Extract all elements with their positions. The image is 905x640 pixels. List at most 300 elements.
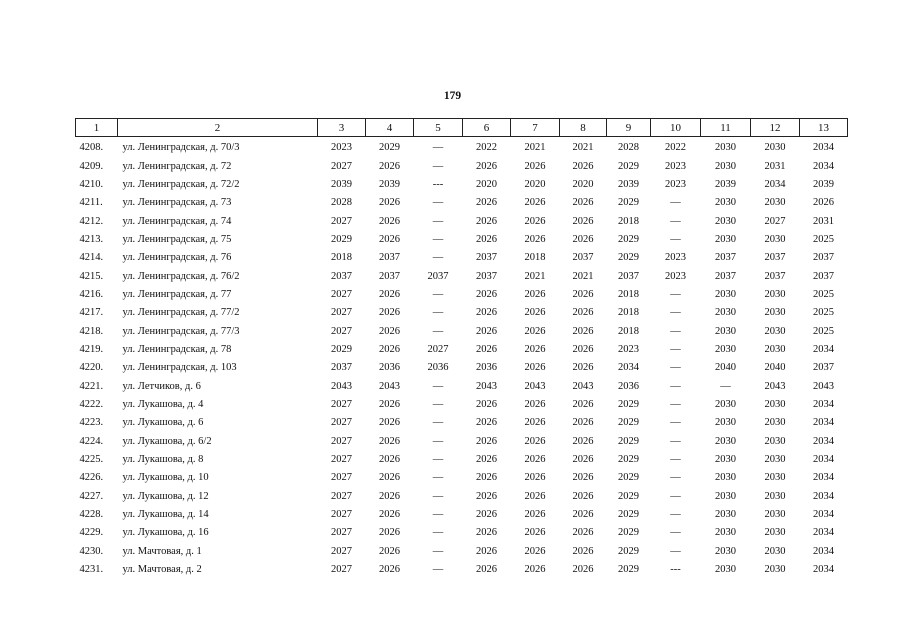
column-header: 2 (118, 119, 318, 137)
year-cell: 2026 (476, 343, 497, 355)
year-cell: 2026 (524, 307, 546, 319)
year-cell: — (670, 417, 681, 429)
table-row (76, 488, 848, 506)
year-cell: 2034 (813, 472, 834, 484)
year-cell: 2026 (476, 435, 497, 447)
row-number: 4210. (79, 178, 104, 190)
address-cell: ул. Ленинградская, д. 72 (122, 160, 232, 172)
year-cell: 2037 (618, 270, 639, 282)
year-cell: 2030 (764, 527, 786, 539)
table-row (76, 249, 848, 267)
year-cell: 2027 (331, 472, 352, 484)
year-cell: 2026 (476, 454, 497, 466)
year-cell: 2026 (524, 288, 546, 300)
year-cell: 2026 (524, 233, 546, 245)
year-cell: 2026 (379, 472, 400, 484)
year-cell: 2034 (813, 160, 834, 172)
year-cell: 2029 (618, 233, 639, 245)
year-cell: 2021 (524, 270, 546, 282)
year-cell: 2037 (427, 270, 449, 282)
year-cell: 2026 (379, 160, 400, 172)
year-cell: — (432, 527, 444, 539)
year-cell: 2026 (572, 233, 594, 245)
table-row (76, 561, 848, 579)
year-cell: 2026 (476, 160, 497, 172)
year-cell: 2026 (524, 215, 546, 227)
year-cell: 2027 (331, 490, 352, 502)
year-cell: 2034 (813, 343, 834, 355)
year-cell: 2026 (572, 564, 594, 576)
year-cell: 2027 (331, 527, 352, 539)
address-cell: ул. Лукашова, д. 14 (122, 509, 209, 521)
address-cell: ул. Ленинградская, д. 72/2 (122, 178, 240, 190)
table-row (76, 341, 848, 359)
table-row (76, 231, 848, 249)
column-header: 10 (651, 119, 701, 137)
year-cell: — (432, 288, 444, 300)
year-cell: 2037 (379, 270, 400, 282)
year-cell: 2030 (715, 142, 736, 154)
row-number: 4220. (79, 362, 104, 374)
year-cell: 2030 (715, 545, 736, 557)
column-header: 9 (607, 119, 651, 137)
year-cell: 2030 (715, 398, 736, 410)
year-cell: — (432, 417, 444, 429)
year-cell: 2037 (715, 270, 736, 282)
year-cell: 2026 (572, 472, 594, 484)
address-cell: ул. Ленинградская, д. 73 (122, 197, 232, 209)
year-cell: 2030 (715, 454, 736, 466)
table-row (76, 286, 848, 304)
year-cell: 2027 (331, 509, 352, 521)
year-cell: 2034 (813, 545, 834, 557)
year-cell: 2030 (715, 417, 736, 429)
year-cell: — (432, 398, 444, 410)
year-cell: 2025 (813, 233, 834, 245)
address-cell: ул. Ленинградская, д. 78 (122, 343, 232, 355)
address-cell: ул. Лукашова, д. 6 (122, 417, 204, 429)
address-cell: ул. Лукашова, д. 6/2 (122, 435, 212, 447)
year-cell: 2026 (572, 325, 594, 337)
table-row (76, 469, 848, 487)
year-cell: 2037 (572, 252, 594, 264)
year-cell: 2030 (764, 564, 786, 576)
year-cell: 2043 (524, 380, 546, 392)
table-row (76, 267, 848, 285)
year-cell: 2030 (715, 288, 736, 300)
year-cell: 2029 (618, 490, 639, 502)
year-cell: 2026 (524, 325, 546, 337)
year-cell: 2027 (331, 454, 352, 466)
register-table (75, 118, 848, 579)
row-number: 4212. (79, 215, 104, 227)
year-cell: --- (432, 178, 444, 190)
row-number: 4219. (79, 343, 104, 355)
year-cell: — (432, 380, 444, 392)
year-cell: 2026 (524, 197, 546, 209)
year-cell: 2026 (476, 307, 497, 319)
row-number: 4208. (79, 142, 104, 154)
year-cell: 2030 (764, 509, 786, 521)
year-cell: 2030 (764, 454, 786, 466)
year-cell: 2026 (572, 307, 594, 319)
year-cell: 2030 (764, 343, 786, 355)
row-number: 4226. (79, 472, 104, 484)
year-cell: 2031 (813, 215, 834, 227)
year-cell: 2039 (813, 178, 834, 190)
year-cell: 2026 (476, 325, 497, 337)
address-cell: ул. Лукашова, д. 4 (122, 398, 204, 410)
table-row (76, 506, 848, 524)
year-cell: 2034 (764, 178, 786, 190)
year-cell: 2026 (476, 398, 497, 410)
year-cell: 2018 (331, 252, 352, 264)
year-cell: 2026 (476, 564, 497, 576)
row-number: 4228. (79, 509, 104, 521)
row-number: 4222. (79, 398, 104, 410)
year-cell: 2027 (764, 215, 786, 227)
year-cell: 2026 (524, 472, 546, 484)
year-cell: 2043 (572, 380, 594, 392)
year-cell: 2034 (813, 142, 834, 154)
year-cell: 2037 (764, 252, 786, 264)
address-cell: ул. Лукашова, д. 8 (122, 454, 204, 466)
year-cell: — (670, 288, 681, 300)
table-row (76, 359, 848, 377)
year-cell: 2027 (331, 215, 352, 227)
year-cell: — (432, 142, 444, 154)
year-cell: 2026 (379, 527, 400, 539)
row-number: 4216. (79, 288, 104, 300)
year-cell: 2026 (572, 454, 594, 466)
year-cell: 2026 (379, 454, 400, 466)
address-cell: ул. Лукашова, д. 12 (122, 490, 209, 502)
year-cell: 2029 (618, 417, 639, 429)
year-cell: 2030 (764, 233, 786, 245)
year-cell: — (670, 545, 681, 557)
year-cell: 2026 (524, 454, 546, 466)
table-row (76, 304, 848, 322)
year-cell: 2026 (524, 527, 546, 539)
year-cell: 2023 (665, 178, 686, 190)
year-cell: 2029 (379, 142, 400, 154)
year-cell: 2030 (764, 417, 786, 429)
year-cell: 2026 (379, 325, 400, 337)
year-cell: 2026 (572, 398, 594, 410)
year-cell: 2018 (618, 307, 639, 319)
year-cell: 2037 (331, 270, 352, 282)
table-row (76, 157, 848, 175)
year-cell: 2026 (476, 197, 497, 209)
year-cell: 2039 (618, 178, 639, 190)
year-cell: — (432, 545, 444, 557)
year-cell: 2029 (331, 343, 352, 355)
year-cell: 2026 (572, 343, 594, 355)
year-cell: 2030 (764, 472, 786, 484)
year-cell: 2026 (476, 288, 497, 300)
address-cell: ул. Летчиков, д. 6 (122, 380, 201, 392)
column-header: 4 (366, 119, 414, 137)
year-cell: 2030 (715, 215, 736, 227)
year-cell: 2030 (715, 233, 736, 245)
year-cell: 2031 (764, 160, 786, 172)
year-cell: 2026 (524, 398, 546, 410)
year-cell: 2029 (618, 435, 639, 447)
year-cell: 2026 (572, 215, 594, 227)
year-cell: 2034 (813, 454, 834, 466)
row-number: 4227. (79, 490, 104, 502)
year-cell: 2036 (476, 362, 497, 374)
year-cell: 2030 (764, 307, 786, 319)
year-cell: 2026 (379, 435, 400, 447)
year-cell: — (670, 380, 681, 392)
year-cell: 2026 (379, 215, 400, 227)
address-cell: ул. Ленинградская, д. 74 (122, 215, 232, 227)
year-cell: 2027 (331, 307, 352, 319)
year-cell: 2034 (618, 362, 639, 374)
address-cell: ул. Ленинградская, д. 103 (122, 362, 237, 374)
year-cell: 2026 (476, 509, 497, 521)
year-cell: 2029 (618, 527, 639, 539)
year-cell: 2030 (715, 509, 736, 521)
column-header: 12 (751, 119, 800, 137)
page-number: 179 (443, 90, 462, 102)
table-row (76, 212, 848, 230)
year-cell: 2026 (572, 435, 594, 447)
row-number: 4218. (79, 325, 104, 337)
year-cell: 2026 (476, 527, 497, 539)
year-cell: — (432, 215, 444, 227)
year-cell: 2030 (715, 197, 736, 209)
address-cell: ул. Ленинградская, д. 70/3 (122, 142, 240, 154)
year-cell: 2030 (715, 472, 736, 484)
year-cell: 2029 (618, 545, 639, 557)
year-cell: — (432, 160, 444, 172)
year-cell: 2026 (379, 343, 400, 355)
year-cell: 2027 (331, 288, 352, 300)
address-cell: ул. Ленинградская, д. 77/2 (122, 307, 240, 319)
year-cell: 2028 (618, 142, 639, 154)
row-number: 4230. (79, 545, 104, 557)
year-cell: 2026 (524, 362, 546, 374)
year-cell: 2040 (715, 362, 736, 374)
year-cell: 2020 (476, 178, 497, 190)
table-row (76, 194, 848, 212)
year-cell: 2030 (764, 142, 786, 154)
column-header: 6 (463, 119, 511, 137)
year-cell: — (670, 509, 681, 521)
year-cell: 2037 (764, 270, 786, 282)
year-cell: 2021 (572, 270, 594, 282)
year-cell: 2026 (572, 545, 594, 557)
column-header: 1 (76, 119, 118, 137)
year-cell: 2029 (618, 398, 639, 410)
year-cell: 2026 (379, 564, 400, 576)
address-cell: ул. Мачтовая, д. 2 (122, 564, 202, 576)
year-cell: 2043 (476, 380, 497, 392)
row-number: 4221. (79, 380, 104, 392)
column-header: 5 (414, 119, 463, 137)
year-cell: 2027 (331, 435, 352, 447)
table-row (76, 396, 848, 414)
row-number: 4213. (79, 233, 104, 245)
year-cell: 2023 (665, 270, 686, 282)
year-cell: 2029 (618, 252, 639, 264)
year-cell: 2026 (572, 509, 594, 521)
year-cell: — (432, 472, 444, 484)
year-cell: 2043 (813, 380, 834, 392)
address-cell: ул. Мачтовая, д. 1 (122, 545, 202, 557)
year-cell: 2029 (618, 564, 639, 576)
year-cell: 2034 (813, 398, 834, 410)
year-cell: 2026 (476, 490, 497, 502)
year-cell: — (670, 398, 681, 410)
year-cell: 2026 (379, 288, 400, 300)
year-cell: 2030 (715, 343, 736, 355)
year-cell: — (670, 362, 681, 374)
table-row (76, 377, 848, 395)
year-cell: 2026 (524, 435, 546, 447)
table-row (76, 137, 848, 158)
year-cell: — (720, 380, 731, 392)
year-cell: 2037 (379, 252, 400, 264)
table-row (76, 543, 848, 561)
year-cell: 2025 (813, 288, 834, 300)
year-cell: 2030 (715, 307, 736, 319)
year-cell: 2026 (572, 197, 594, 209)
year-cell: 2029 (618, 509, 639, 521)
year-cell: — (432, 454, 444, 466)
year-cell: 2020 (524, 178, 546, 190)
year-cell: 2037 (476, 270, 497, 282)
row-number: 4229. (79, 527, 104, 539)
year-cell: 2026 (572, 490, 594, 502)
year-cell: 2026 (379, 233, 400, 245)
year-cell: 2030 (715, 160, 736, 172)
year-cell: 2022 (665, 142, 686, 154)
address-cell: ул. Лукашова, д. 10 (122, 472, 209, 484)
year-cell: 2037 (813, 252, 834, 264)
year-cell: 2030 (764, 398, 786, 410)
column-header: 3 (318, 119, 366, 137)
year-cell: 2037 (331, 362, 352, 374)
year-cell: 2043 (764, 380, 786, 392)
year-cell: 2026 (379, 545, 400, 557)
year-cell: — (670, 454, 681, 466)
year-cell: — (670, 215, 681, 227)
year-cell: — (432, 490, 444, 502)
year-cell: 2026 (379, 417, 400, 429)
year-cell: 2027 (427, 343, 449, 355)
year-cell: — (432, 252, 444, 264)
year-cell: — (670, 197, 681, 209)
year-cell: 2029 (618, 197, 639, 209)
year-cell: 2030 (764, 197, 786, 209)
table-body (76, 137, 848, 580)
year-cell: 2030 (764, 288, 786, 300)
year-cell: 2026 (524, 564, 546, 576)
year-cell: 2039 (715, 178, 736, 190)
year-cell: 2037 (813, 362, 834, 374)
year-cell: 2023 (331, 142, 352, 154)
table-row (76, 433, 848, 451)
year-cell: 2036 (618, 380, 639, 392)
address-cell: ул. Ленинградская, д. 76/2 (122, 270, 240, 282)
year-cell: 2018 (618, 288, 639, 300)
address-cell: ул. Ленинградская, д. 75 (122, 233, 232, 245)
year-cell: 2018 (618, 215, 639, 227)
year-cell: — (670, 325, 681, 337)
year-cell: 2023 (618, 343, 639, 355)
year-cell: — (432, 509, 444, 521)
year-cell: 2027 (331, 545, 352, 557)
year-cell: 2028 (331, 197, 352, 209)
year-cell: 2026 (524, 160, 546, 172)
year-cell: 2043 (331, 380, 352, 392)
table-row (76, 322, 848, 340)
year-cell: 2030 (764, 545, 786, 557)
row-number: 4231. (79, 564, 104, 576)
year-cell: 2030 (715, 435, 736, 447)
row-number: 4223. (79, 417, 104, 429)
year-cell: 2030 (764, 325, 786, 337)
year-cell: 2026 (476, 233, 497, 245)
year-cell: 2030 (764, 435, 786, 447)
year-cell: — (432, 435, 444, 447)
year-cell: 2030 (764, 490, 786, 502)
year-cell: 2025 (813, 307, 834, 319)
year-cell: 2036 (379, 362, 400, 374)
year-cell: 2027 (331, 325, 352, 337)
year-cell: 2026 (572, 288, 594, 300)
year-cell: 2027 (331, 417, 352, 429)
address-cell: ул. Ленинградская, д. 77/3 (122, 325, 240, 337)
year-cell: 2030 (715, 325, 736, 337)
year-cell: 2039 (331, 178, 352, 190)
table-row (76, 524, 848, 542)
year-cell: 2034 (813, 435, 834, 447)
year-cell: — (432, 307, 444, 319)
address-cell: ул. Ленинградская, д. 77 (122, 288, 232, 300)
table-row (76, 176, 848, 194)
year-cell: 2018 (524, 252, 546, 264)
address-cell: ул. Ленинградская, д. 76 (122, 252, 232, 264)
row-number: 4215. (79, 270, 104, 282)
year-cell: 2029 (618, 454, 639, 466)
year-cell: 2026 (379, 398, 400, 410)
year-cell: 2026 (524, 545, 546, 557)
year-cell: 2026 (379, 490, 400, 502)
year-cell: — (670, 490, 681, 502)
row-number: 4217. (79, 307, 104, 319)
year-cell: 2027 (331, 160, 352, 172)
year-cell: 2037 (715, 252, 736, 264)
year-cell: 2026 (379, 307, 400, 319)
year-cell: 2034 (813, 564, 834, 576)
year-cell: 2026 (524, 417, 546, 429)
year-cell: 2034 (813, 509, 834, 521)
row-number: 4209. (79, 160, 104, 172)
column-header: 13 (800, 119, 848, 137)
table-row (76, 414, 848, 432)
year-cell: 2043 (379, 380, 400, 392)
year-cell: 2018 (618, 325, 639, 337)
year-cell: 2026 (524, 343, 546, 355)
year-cell: — (670, 307, 681, 319)
year-cell: 2034 (813, 490, 834, 502)
year-cell: 2022 (476, 142, 497, 154)
year-cell: — (432, 197, 444, 209)
